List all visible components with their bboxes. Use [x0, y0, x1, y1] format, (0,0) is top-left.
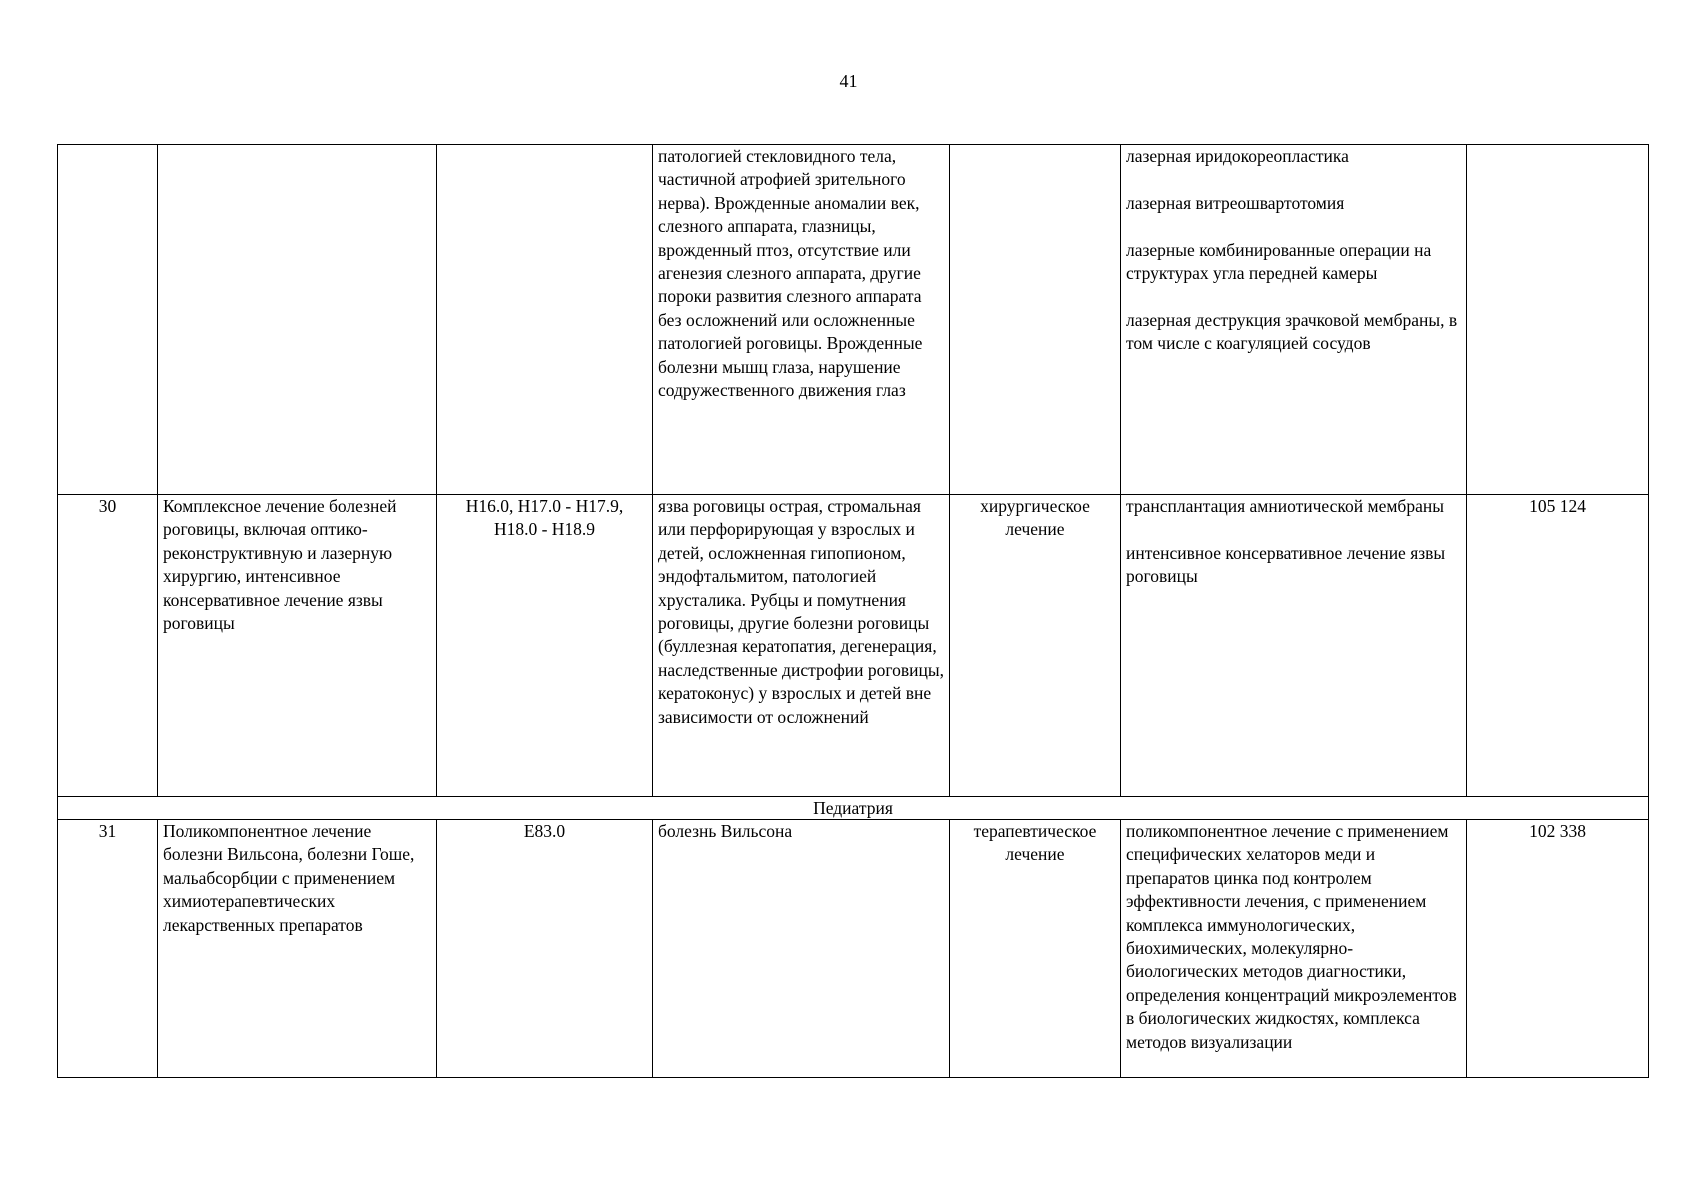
diagnosis-cell: патологией стекловидного тела, частичной атрофией зрительного нерва). Врожденные аномалии век, слезного аппарата, глазницы, врожденный птоз, отсутствие или агенезия слезного аппарата, другие пороки развития слезного аппарата без осложнений или осложненные патологией роговицы. Врожденные болезни мышц глаза, нарушение содружественного движения глаз: [653, 145, 950, 495]
row-number-cell: [58, 145, 158, 495]
treatment-type-cell: терапевтическое лечение: [950, 820, 1121, 1078]
method-item: лазерная иридокореопластика: [1126, 146, 1349, 166]
treatment-type-cell: [950, 145, 1121, 495]
diagnosis-cell: язва роговицы острая, стромальная или перфорирующая у взрослых и детей, осложненная гипопионом, эндофтальмитом, патологией хрусталика. Рубцы и помутнения роговицы, другие болезни роговицы (буллезная кератопатия, дегенерация, наследственные дистрофии роговицы, кератоконус) у взрослых и детей вне зависимости от осложнений: [653, 495, 950, 797]
table-row-31: [58, 820, 1649, 1078]
treatment-methods-cell: поликомпонентное лечение с применением специфических хелаторов меди и препаратов цинка под контролем эффективности лечения, с применением комплекса иммунологических, биохимических, молекулярно-биологических методов диагностики, определения концентраций микроэлементов в биологических жидкостях, комплекса методов визуализации: [1121, 820, 1467, 1078]
row-number-cell: 30: [58, 495, 158, 797]
method-item: лазерная деструкция зрачковой мембраны, в том числе с коагуляцией сосудов: [1126, 309, 1458, 354]
page-number: 41: [839, 71, 858, 91]
cost-cell: 102 338: [1467, 820, 1649, 1078]
table-row-30: [58, 495, 1649, 797]
icd-codes-cell: E83.0: [437, 820, 653, 1078]
diagnosis-cell: болезнь Вильсона: [653, 820, 950, 1078]
section-title: Педиатрия: [58, 797, 1649, 820]
cost-cell: 105 124: [1467, 495, 1649, 797]
icd-codes-cell: [437, 145, 653, 495]
section-header-row: [58, 797, 1649, 820]
method-item: трансплантация амниотической мембраны: [1126, 496, 1444, 516]
treatment-type-cell: хирургическое лечение: [950, 495, 1121, 797]
row-number-cell: 31: [58, 820, 158, 1078]
method-item: лазерная витреошвартотомия: [1126, 192, 1345, 213]
cost-cell: [1467, 145, 1649, 495]
care-name-cell: [158, 145, 437, 495]
care-name-cell: Комплексное лечение болезней роговицы, включая оптико-реконструктивную и лазерную хирургию, интенсивное консервативное лечение язвы роговицы: [158, 495, 437, 797]
medical-care-table: [57, 144, 1649, 1078]
care-name-cell: Поликомпонентное лечение болезни Вильсона, болезни Гоше, мальабсорбции с применением химиотерапевтических лекарственных препаратов: [158, 820, 437, 1078]
treatment-methods-cell: [1121, 495, 1467, 797]
method-item: лазерные комбинированные операции на структурах угла передней камеры: [1126, 239, 1432, 283]
method-item: интенсивное консервативное лечение язвы роговицы: [1126, 542, 1446, 587]
treatment-methods-cell: [1121, 145, 1467, 495]
icd-codes-cell: H16.0, H17.0 - H17.9, H18.0 - H18.9: [437, 495, 653, 797]
table-row-continuation: [58, 145, 1649, 495]
